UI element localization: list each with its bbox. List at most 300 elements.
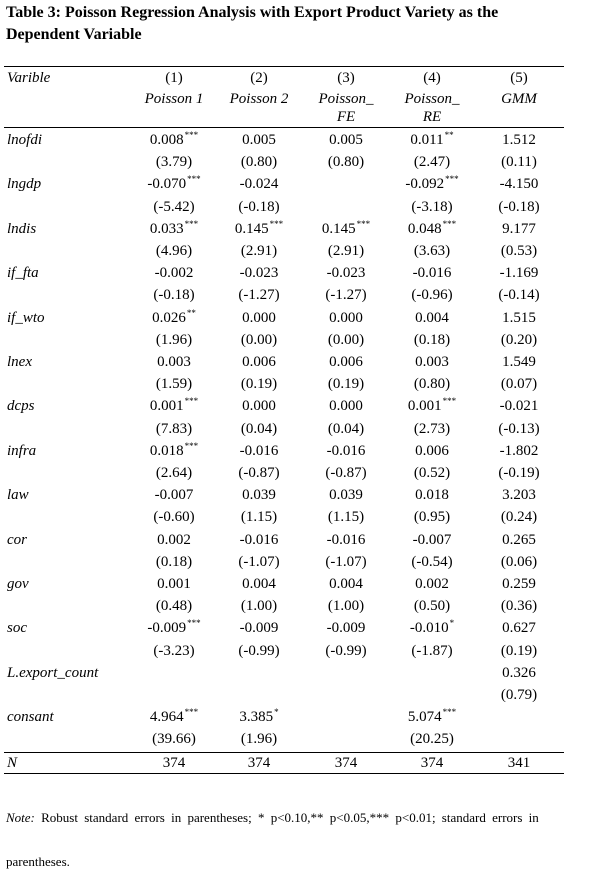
t-stat-cell-text: (3.63) — [413, 243, 451, 259]
coefficient-cell — [129, 441, 219, 461]
coefficient-cell-text: -0.016 — [412, 265, 452, 282]
coefficient-cell-text: -0.007 — [154, 487, 194, 504]
coefficient-cell-text: 0.003 — [415, 354, 449, 370]
coefficient-cell-text: 0.001 — [407, 398, 442, 415]
coefficient-cell — [214, 174, 304, 194]
coefficient-cell — [387, 352, 477, 372]
coefficient-cell-text: 0.018 — [415, 487, 449, 504]
t-stat-cell — [474, 685, 564, 705]
t-stat-cell-text: (0.79) — [500, 687, 538, 703]
coefficient-cell — [301, 396, 391, 416]
coefficient-cell — [129, 263, 219, 283]
t-stat-cell-text: (-0.54) — [411, 553, 453, 570]
coefficient-cell-text: -0.016 — [239, 442, 279, 459]
t-stat-cell — [129, 241, 219, 261]
t-stat-cell-text: (-1.87) — [411, 642, 453, 659]
coefficient-cell-text: 0.265 — [502, 531, 536, 548]
t-stat-cell — [387, 330, 477, 350]
t-stat-cell-text: (-0.14) — [498, 287, 540, 304]
variable-name-text: consant — [7, 709, 54, 726]
n-value-cell-text: 374 — [247, 755, 271, 771]
variable-name-text: L.export_count — [7, 664, 99, 681]
coefficient-cell — [214, 308, 304, 328]
coefficient-cell-text: 0.000 — [242, 309, 276, 326]
bottom-rule — [4, 773, 564, 774]
coefficient-cell-text: 0.039 — [242, 487, 276, 504]
t-stat-cell-text: (-1.07) — [325, 553, 367, 570]
t-stat-cell — [129, 374, 219, 394]
coefficient-cell — [387, 174, 477, 194]
t-stat-cell — [214, 419, 304, 439]
coefficient-cell — [474, 618, 564, 638]
coefficient-cell-text: 9.177 — [502, 220, 536, 237]
t-stat-cell — [474, 596, 564, 616]
t-stat-cell-text: (-1.27) — [238, 287, 280, 304]
coefficient-cell — [387, 308, 477, 328]
variable-name-text: lngdp — [7, 176, 42, 193]
t-stat-cell — [387, 241, 477, 261]
variable-name-text: soc — [7, 620, 27, 637]
t-stat-cell-text: (0.18) — [155, 553, 193, 570]
header-col-name-line2 — [387, 107, 477, 127]
coefficient-cell — [387, 530, 477, 550]
header-col-number — [301, 68, 391, 88]
t-stat-cell — [474, 641, 564, 661]
coefficient-cell — [474, 308, 564, 328]
coefficient-cell-text: 0.259 — [502, 576, 536, 592]
n-value-cell-text: 374 — [162, 755, 186, 771]
t-stat-cell-text: (0.36) — [500, 598, 538, 615]
t-stat-cell — [474, 419, 564, 439]
t-stat-cell — [301, 641, 391, 661]
coefficient-cell — [301, 308, 391, 328]
coefficient-cell-text: -0.016 — [326, 442, 366, 459]
t-stat-cell — [474, 197, 564, 217]
header-variable-label — [7, 68, 50, 88]
coefficient-cell-text: 0.026 — [152, 309, 186, 326]
coefficient-cell — [474, 352, 564, 372]
coefficient-cell — [387, 396, 477, 416]
t-stat-cell-text: (0.95) — [413, 509, 451, 526]
coefficient-cell — [474, 174, 564, 194]
t-stat-cell — [301, 330, 391, 350]
coefficient-cell — [301, 530, 391, 550]
coefficient-cell-text: 0.006 — [329, 354, 363, 370]
t-stat-cell — [129, 285, 219, 305]
t-stat-cell — [301, 507, 391, 527]
coefficient-cell-text: -0.092 — [405, 176, 445, 193]
n-value-cell — [474, 753, 564, 773]
t-stat-cell — [129, 463, 219, 483]
t-stat-cell-text: (-5.42) — [153, 198, 195, 215]
header-col-name-line2-text: FE — [336, 109, 356, 125]
coefficient-cell-text: 1.512 — [502, 132, 536, 148]
coefficient-cell-text: 4.964 — [149, 709, 184, 726]
header-rule — [4, 127, 564, 128]
coefficient-cell — [387, 707, 477, 727]
coefficient-cell-text: 0.048 — [407, 220, 442, 237]
coefficient-cell — [214, 396, 304, 416]
coefficient-cell-text: -1.169 — [499, 265, 539, 282]
t-stat-cell — [387, 507, 477, 527]
coefficient-cell-text: -0.009 — [326, 620, 366, 637]
variable-name — [7, 263, 39, 283]
t-stat-cell — [301, 374, 391, 394]
coefficient-cell-text: 0.002 — [157, 531, 191, 548]
coefficient-cell-text: 0.005 — [242, 132, 276, 148]
t-stat-cell-text: (1.00) — [240, 598, 278, 615]
coefficient-cell-text: 3.385 — [239, 709, 274, 726]
coefficient-cell — [214, 441, 304, 461]
coefficient-cell-text: -0.007 — [412, 531, 452, 548]
coefficient-cell — [301, 574, 391, 594]
note-label: Note: — [6, 810, 35, 825]
variable-name — [7, 174, 41, 194]
header-col-number-text: (5) — [510, 70, 528, 86]
header-col-number — [387, 68, 477, 88]
coefficient-cell — [129, 485, 219, 505]
significance-stars: *** — [442, 707, 457, 718]
header-col-number — [129, 68, 219, 88]
coefficient-cell — [129, 530, 219, 550]
table-title: Table 3: Poisson Regression Analysis with Export Product Variety as the Dependent Variable — [6, 4, 499, 43]
t-stat-cell-text: (0.20) — [500, 331, 538, 348]
coefficient-cell — [129, 174, 219, 194]
coefficient-cell — [301, 352, 391, 372]
coefficient-cell-text: 0.000 — [242, 398, 276, 415]
variable-name-text: infra — [7, 442, 37, 459]
coefficient-cell — [474, 530, 564, 550]
significance-stars: *** — [356, 218, 371, 229]
n-value-cell — [301, 753, 391, 773]
header-col-name — [129, 89, 219, 109]
coefficient-cell-text: 0.145 — [321, 220, 356, 237]
coefficient-cell-text: 0.004 — [242, 576, 276, 592]
t-stat-cell-text: (-3.18) — [411, 198, 453, 215]
variable-name — [7, 219, 36, 239]
coefficient-cell-text: 0.000 — [329, 309, 363, 326]
t-stat-cell — [474, 241, 564, 261]
t-stat-cell-text: (0.19) — [500, 642, 538, 659]
variable-name — [7, 663, 98, 683]
t-stat-cell — [214, 729, 304, 749]
variable-name — [7, 308, 45, 328]
coefficient-cell — [214, 219, 304, 239]
n-value-cell-text: 341 — [507, 755, 531, 771]
t-stat-cell — [214, 374, 304, 394]
variable-name-text: gov — [7, 576, 29, 592]
coefficient-cell-text: -0.010 — [409, 620, 449, 637]
t-stat-cell — [387, 596, 477, 616]
table-note — [6, 808, 592, 828]
t-stat-cell — [129, 419, 219, 439]
t-stat-cell-text: (-1.07) — [238, 553, 280, 570]
coefficient-cell — [301, 219, 391, 239]
t-stat-cell — [214, 241, 304, 261]
t-stat-cell — [129, 596, 219, 616]
coefficient-cell-text: 0.004 — [329, 576, 363, 592]
t-stat-cell — [214, 152, 304, 172]
variable-name — [7, 130, 42, 150]
t-stat-cell-text: (1.96) — [155, 331, 193, 348]
t-stat-cell-text: (-0.18) — [153, 287, 195, 304]
header-col-name — [214, 89, 304, 109]
t-stat-cell-text: (7.83) — [155, 420, 193, 437]
coefficient-cell — [387, 263, 477, 283]
header-col-name-line2 — [301, 107, 391, 127]
t-stat-cell — [474, 285, 564, 305]
variable-name-text: if_fta — [7, 265, 39, 282]
t-stat-cell — [129, 330, 219, 350]
n-label — [7, 753, 17, 773]
coefficient-cell — [474, 663, 564, 683]
significance-stars: *** — [187, 174, 201, 185]
coefficient-cell-text: -0.009 — [147, 620, 187, 637]
t-stat-cell-text: (4.96) — [155, 243, 193, 259]
t-stat-cell-text: (-3.23) — [153, 642, 195, 659]
header-col-name — [301, 89, 391, 109]
t-stat-cell — [129, 152, 219, 172]
significance-stars: *** — [184, 440, 199, 451]
t-stat-cell-text: (0.11) — [501, 154, 537, 171]
t-stat-cell — [301, 241, 391, 261]
t-stat-cell-text: (1.15) — [327, 509, 365, 526]
t-stat-cell-text: (3.79) — [155, 154, 193, 171]
t-stat-cell — [301, 552, 391, 572]
t-stat-cell — [387, 729, 477, 749]
coefficient-cell — [214, 707, 304, 727]
header-variable-label-text: Varible — [7, 70, 51, 86]
t-stat-cell — [214, 463, 304, 483]
t-stat-cell-text: (2.47) — [413, 154, 451, 171]
t-stat-cell-text: (0.52) — [413, 465, 451, 481]
coefficient-cell — [474, 263, 564, 283]
variable-name-text: lnex — [7, 354, 32, 370]
coefficient-cell — [301, 441, 391, 461]
n-value-cell-text: 374 — [334, 755, 358, 771]
coefficient-cell-text: 0.018 — [149, 442, 184, 459]
t-stat-cell — [474, 374, 564, 394]
coefficient-cell — [387, 574, 477, 594]
coefficient-cell — [214, 485, 304, 505]
coefficient-cell-text: 0.627 — [502, 620, 536, 637]
coefficient-cell-text: 0.004 — [415, 309, 449, 326]
t-stat-cell-text: (0.00) — [327, 331, 365, 348]
coefficient-cell-text: 0.145 — [234, 220, 269, 237]
header-col-number-text: (3) — [337, 70, 355, 86]
t-stat-cell — [214, 285, 304, 305]
coefficient-cell-text: 0.005 — [329, 132, 363, 148]
coefficient-cell — [301, 130, 391, 150]
t-stat-cell-text: (2.64) — [155, 465, 193, 481]
coefficient-cell-text: 1.515 — [502, 309, 536, 326]
t-stat-cell-text: (0.48) — [155, 598, 193, 615]
t-stat-cell — [301, 596, 391, 616]
coefficient-cell-text: -0.023 — [326, 265, 366, 282]
t-stat-cell-text: (0.00) — [240, 331, 278, 348]
t-stat-cell-text: (39.66) — [152, 731, 196, 748]
header-col-number-text: (1) — [165, 70, 183, 86]
coefficient-cell — [387, 441, 477, 461]
t-stat-cell-text: (1.00) — [327, 598, 365, 615]
t-stat-cell-text: (1.15) — [240, 509, 278, 526]
significance-stars: * — [274, 707, 279, 718]
t-stat-cell — [474, 152, 564, 172]
t-stat-cell-text: (-0.99) — [238, 642, 280, 659]
coefficient-cell — [129, 396, 219, 416]
coefficient-cell-text: -0.070 — [147, 176, 187, 193]
n-label-text: N — [7, 755, 18, 771]
coefficient-cell-text: 0.033 — [149, 220, 184, 237]
variable-name — [7, 707, 54, 727]
coefficient-cell — [214, 263, 304, 283]
coefficient-cell-text: -0.009 — [239, 620, 279, 637]
t-stat-cell — [129, 641, 219, 661]
variable-name-text: if_wto — [7, 309, 45, 326]
coefficient-cell — [387, 130, 477, 150]
t-stat-cell-text: (0.04) — [327, 420, 365, 437]
variable-name-text: cor — [7, 531, 27, 548]
t-stat-cell-text: (-0.87) — [238, 465, 280, 481]
t-stat-cell-text: (-0.99) — [325, 642, 367, 659]
variable-name — [7, 396, 35, 416]
t-stat-cell-text: (0.04) — [240, 420, 278, 437]
header-col-name-text: Poisson_ — [404, 91, 460, 107]
coefficient-cell — [301, 618, 391, 638]
t-stat-cell-text: (-0.18) — [498, 198, 540, 215]
header-col-name — [474, 89, 564, 109]
significance-stars: ** — [186, 307, 196, 318]
t-stat-cell-text: (2.91) — [327, 243, 365, 259]
coefficient-cell — [474, 130, 564, 150]
coefficient-cell — [129, 219, 219, 239]
coefficient-cell-text: -1.802 — [499, 442, 539, 459]
header-col-name-text: Poisson 1 — [144, 91, 204, 107]
t-stat-cell — [387, 285, 477, 305]
header-col-name — [387, 89, 477, 109]
t-stat-cell — [387, 152, 477, 172]
t-stat-cell — [129, 552, 219, 572]
significance-stars: *** — [442, 396, 457, 407]
t-stat-cell-text: (-1.27) — [325, 287, 367, 304]
coefficient-cell — [129, 130, 219, 150]
coefficient-cell-text: 0.326 — [502, 664, 536, 681]
t-stat-cell-text: (0.19) — [240, 376, 278, 393]
t-stat-cell-text: (0.07) — [500, 376, 538, 393]
significance-stars: *** — [269, 218, 284, 229]
t-stat-cell — [129, 507, 219, 527]
t-stat-cell — [387, 552, 477, 572]
t-stat-cell — [129, 197, 219, 217]
n-value-cell — [214, 753, 304, 773]
t-stat-cell-text: (0.50) — [413, 598, 451, 615]
t-stat-cell-text: (0.19) — [327, 376, 365, 393]
header-col-number-text: (2) — [250, 70, 268, 86]
coefficient-cell-text: 3.203 — [502, 487, 536, 504]
coefficient-cell-text: 0.001 — [157, 576, 191, 592]
coefficient-cell-text: -4.150 — [499, 176, 539, 193]
header-col-name-text: GMM — [501, 91, 537, 107]
variable-name — [7, 485, 29, 505]
coefficient-cell — [387, 618, 477, 638]
significance-stars: *** — [442, 218, 457, 229]
n-value-cell-text: 374 — [420, 755, 444, 771]
coefficient-cell — [214, 618, 304, 638]
header-col-name-text: Poisson_ — [318, 91, 374, 107]
coefficient-cell-text: 0.002 — [415, 576, 449, 592]
t-stat-cell — [387, 641, 477, 661]
t-stat-cell — [474, 507, 564, 527]
coefficient-cell — [214, 352, 304, 372]
variable-name — [7, 574, 29, 594]
coefficient-cell-text: 0.001 — [149, 398, 184, 415]
coefficient-cell — [301, 485, 391, 505]
variable-name-text: lndis — [7, 220, 37, 237]
significance-stars: * — [449, 618, 455, 629]
t-stat-cell-text: (-0.19) — [498, 465, 540, 481]
coefficient-cell-text: 0.000 — [329, 398, 363, 415]
coefficient-cell-text: 0.008 — [149, 132, 184, 148]
coefficient-cell — [129, 707, 219, 727]
header-col-number — [474, 68, 564, 88]
coefficient-cell — [214, 130, 304, 150]
t-stat-cell-text: (-0.18) — [238, 198, 280, 215]
t-stat-cell-text: (-0.13) — [498, 420, 540, 437]
t-stat-cell — [301, 463, 391, 483]
variable-name — [7, 530, 27, 550]
coefficient-cell — [129, 308, 219, 328]
n-value-cell — [387, 753, 477, 773]
t-stat-cell-text: (2.91) — [240, 243, 278, 259]
significance-stars: *** — [184, 707, 199, 718]
coefficient-cell-text: 0.006 — [242, 354, 276, 370]
t-stat-cell-text: (2.73) — [413, 420, 451, 437]
significance-stars: ** — [444, 130, 454, 140]
t-stat-cell-text: (-0.96) — [411, 287, 453, 304]
coefficient-cell — [474, 219, 564, 239]
coefficient-cell-text: -0.002 — [154, 265, 194, 282]
coefficient-cell-text: -0.016 — [239, 531, 279, 548]
t-stat-cell-text: (0.24) — [500, 509, 538, 526]
t-stat-cell-text: (0.80) — [327, 154, 365, 171]
coefficient-cell-text: -0.016 — [326, 531, 366, 548]
header-col-number-text: (4) — [423, 70, 441, 86]
t-stat-cell-text: (0.80) — [413, 376, 451, 393]
t-stat-cell — [387, 463, 477, 483]
t-stat-cell — [474, 330, 564, 350]
note-text: Robust standard errors in parentheses; * p<0.10,** p<0.05,*** p<0.01; standard errors in — [41, 810, 539, 825]
coefficient-cell — [474, 441, 564, 461]
coefficient-cell-text: -0.024 — [239, 176, 279, 193]
coefficient-cell — [301, 263, 391, 283]
significance-stars: *** — [445, 174, 459, 185]
variable-name — [7, 618, 27, 638]
coefficient-cell-text: 0.011 — [410, 132, 444, 148]
significance-stars: *** — [184, 218, 199, 229]
t-stat-cell — [301, 419, 391, 439]
table-note-continued: parentheses. — [6, 854, 70, 869]
variable-name — [7, 441, 36, 461]
coefficient-cell-text: 0.039 — [329, 487, 363, 504]
t-stat-cell — [214, 330, 304, 350]
significance-stars: *** — [187, 618, 201, 629]
significance-stars: *** — [184, 130, 199, 140]
t-stat-cell-text: (0.80) — [240, 154, 278, 171]
coefficient-cell-text: -0.021 — [499, 398, 539, 415]
t-stat-cell — [474, 463, 564, 483]
t-stat-cell-text: (-0.60) — [153, 509, 195, 526]
t-stat-cell — [474, 552, 564, 572]
